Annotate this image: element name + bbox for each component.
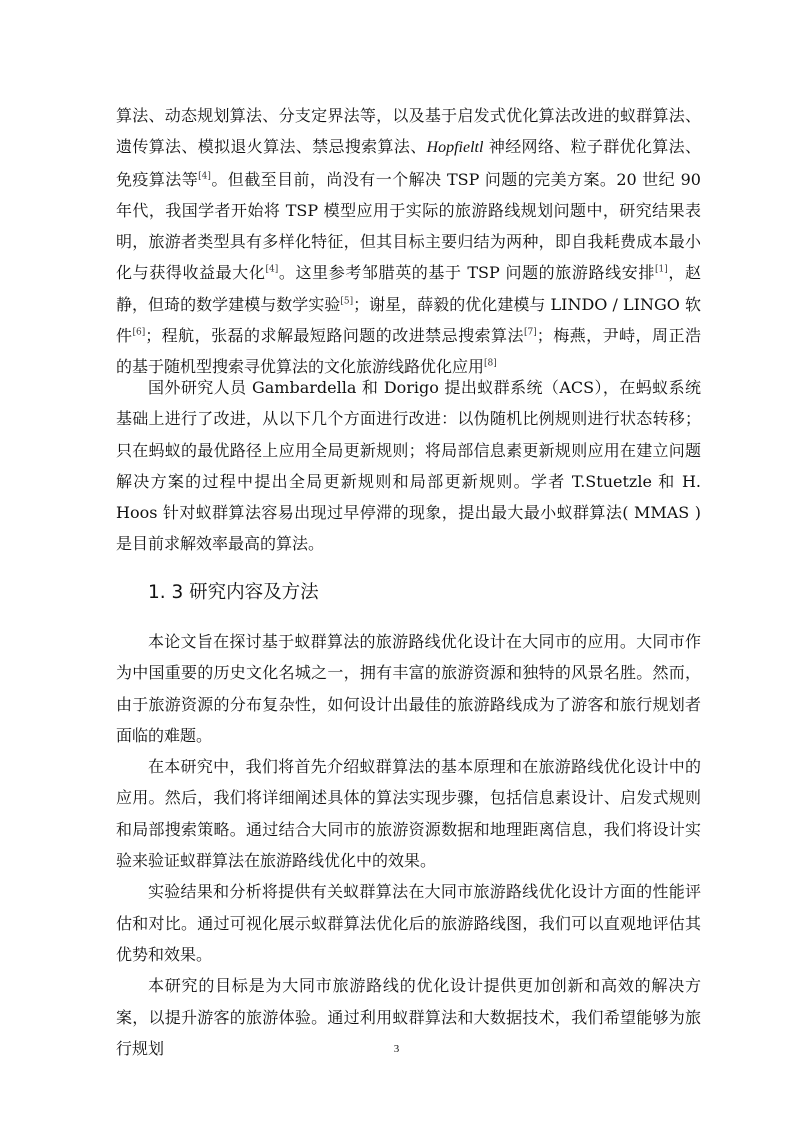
citation-marker: [5] (340, 296, 354, 307)
page-number: 3 (393, 1043, 400, 1055)
research-content-block (116, 626, 701, 1064)
citation-marker: [1] (654, 265, 668, 276)
citation-marker: [8] (484, 359, 497, 370)
text-run: 。但截至目前，尚没有一个解决 TSP 问题的完美方案。20 世纪 90 年代，我国学者开始将 TSP 模型应用于实际的旅游路线规划问题中，研究结果表明，旅游者类型具有多样化特征，但其目标主要归结为两种，即自我耗费成本最小化与获得收益最大化 (116, 169, 701, 283)
citation-marker: [4] (198, 171, 211, 182)
text-run: 神经网络、粒子群优化算法、免疫算法等 (116, 137, 701, 189)
literature-review-block (116, 100, 701, 383)
text-run: 。这里参考邹腊英的基于 TSP 问题的旅游路线安排 (278, 263, 655, 283)
paragraph-aim: 本论文旨在探讨基于蚁群算法的旅游路线优化设计在大同市的应用。大同市作为中国重要的历史文化名城之一，拥有丰富的旅游资源和独特的风景名胜。然而，由于旅游资源的分布复杂性，如何设计出最佳的旅游路线成为了游客和旅行规划者面临的难题。 (116, 632, 701, 745)
section-heading: 1. 3 研究内容及方法 (148, 582, 319, 603)
text-run: ；谢星，薛毅的优化建模与 LINDO / LINGO 软件 (116, 294, 701, 346)
citation-marker: [6] (132, 327, 146, 338)
text-run: 算法、动态规划算法、分支定界法等，以及基于启发式优化算法改进的蚁群算法、遗传算法、模拟退火算法、禁忌搜索算法、 (116, 106, 701, 157)
paragraph-approach: 在本研究中，我们将首先介绍蚁群算法的基本原理和在旅游路线优化设计中的应用。然后，我们将详细阐述具体的算法实现步骤，包括信息素设计、启发式规则和局部搜索策略。通过结合大同市的旅游资源数据和地理距离信息，我们将设计实验来验证蚁群算法在旅游路线优化中的效果。 (116, 757, 701, 871)
text-run: ，赵 静，但琦的数学建模与数学实验 (116, 263, 701, 314)
paragraph-methods-review (116, 100, 701, 383)
paragraph-goal: 本研究的目标是为大同市旅游路线的优化设计提供更加创新和高效的解决方案，以提升游客的旅游体验。通过利用蚁群算法和大数据技术，我们希望能够为旅行规划 (116, 976, 701, 1058)
paragraph-results: 实验结果和分析将提供有关蚁群算法在大同市旅游路线优化设计方面的性能评估和对比。通过可视化展示蚁群算法优化后的旅游路线图，我们可以直观地评估其优势和效果。 (116, 882, 701, 964)
paragraph-foreign-research: 国外研究人员 Gambardella 和 Dorigo 提出蚁群系统（ACS），在蚂蚁系统基础上进行了改进，从以下几个方面进行改进：以伪随机比例规则进行状态转移；只在蚂蚁的最优路径上应用全局更新规则；将局部信息素更新规则应用在建立问题解决方案的过程中提出全局更新规则和局部更新规则。学者 T.Stuetzle 和 H. Hoos 针对蚁群算法容易出现过早停滞的现象，提出最大最小蚁群算法( MMAS )是目前求解效率最高的算法。 (116, 378, 701, 554)
text-run: ；梅燕，尹峙，周正浩的基于随机型搜索寻优算法的文化旅游线路优化应用 (116, 326, 701, 377)
text-run: ；程航，张磊的求解最短路问题的改进禁忌搜索算法 (145, 326, 524, 346)
italic-term: Hopfieltl (426, 139, 484, 157)
foreign-research-block (116, 372, 701, 560)
citation-marker: [7] (524, 327, 537, 338)
citation-marker: [4] (265, 265, 279, 276)
